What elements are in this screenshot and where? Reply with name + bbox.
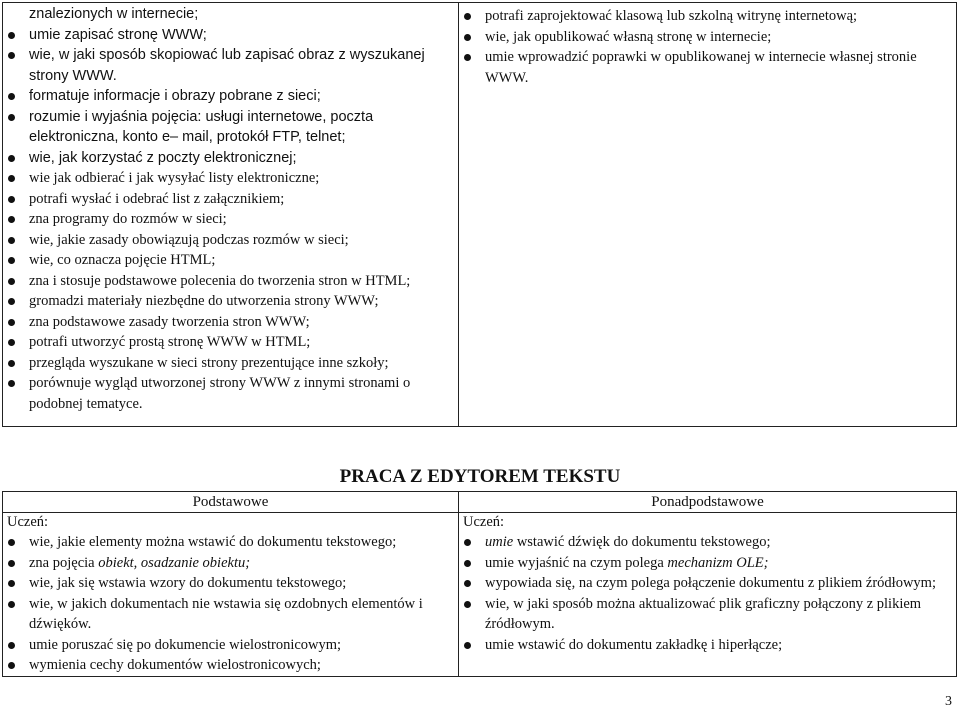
list-item: wie, w jaki sposób skopiować lub zapisać obraz z wyszukanej strony WWW. bbox=[3, 45, 458, 86]
list-item: porównuje wygląd utworzonej strony WWW z innymi stronami o podobnej tematyce. bbox=[3, 373, 458, 414]
col-header-podstawowe: Podstawowe bbox=[3, 492, 459, 513]
item-text: wie, w jaki sposób można aktualizować plik graficzny połączony z plikiem źródłowym. bbox=[485, 595, 922, 632]
item-text: wie, w jakich dokumentach nie wstawia się ozdobnych elementów i dźwięków. bbox=[29, 595, 423, 632]
item-text: wstawić dźwięk do dokumentu tekstowego; bbox=[513, 534, 771, 550]
list-item: zna programy do rozmów w sieci; bbox=[3, 209, 458, 230]
list-item bbox=[3, 655, 458, 676]
item-text: umie wstawić do dokumentu zakładkę i hiperłącze; bbox=[485, 636, 783, 653]
list-item bbox=[3, 635, 458, 656]
page-number: 3 bbox=[945, 694, 952, 709]
top-left-list bbox=[3, 4, 458, 414]
item-text: wie, jakie elementy można wstawić do dokumentu tekstowego; bbox=[29, 534, 397, 550]
list-item: wie, jak opublikować własną stronę w internecie; bbox=[459, 27, 956, 48]
list-item: formatuje informacje i obrazy pobrane z sieci; bbox=[3, 86, 458, 107]
list-item: wie, jakie zasady obowiązują podczas rozmów w sieci; bbox=[3, 230, 458, 251]
list-item bbox=[459, 553, 956, 574]
uczen-label: Uczeń: bbox=[7, 514, 49, 530]
list-item: znalezionych w internecie; bbox=[29, 6, 199, 22]
item-text: wypowiada się, na czym polega połączenie dokumentu z plikiem źródłowym; bbox=[485, 575, 936, 591]
list-item: wie jak odbierać i jak wysyłać listy elektroniczne; bbox=[3, 168, 458, 189]
italic-term: mechanizm OLE; bbox=[667, 554, 769, 571]
list-item: rozumie i wyjaśnia pojęcia: usługi internetowe, poczta elektroniczna, konto e– mail, protokół FTP, telnet; bbox=[3, 107, 458, 148]
item-text: umie poruszać się po dokumencie wielostronicowym; bbox=[29, 636, 342, 653]
bottom-criteria-table bbox=[2, 491, 957, 677]
list-item: przegląda wyszukane w sieci strony prezentujące inne szkoły; bbox=[3, 353, 458, 374]
top-right-list bbox=[459, 6, 956, 88]
italic-term: obiekt, osadzanie obiektu; bbox=[98, 554, 251, 571]
bottom-left-list bbox=[3, 532, 458, 676]
col-header-ponadpodstawowe: Ponadpodstawowe bbox=[459, 492, 957, 513]
item-text: wie, jak się wstawia wzory do dokumentu tekstowego; bbox=[29, 575, 347, 591]
italic-term: umie bbox=[485, 534, 514, 550]
list-item bbox=[459, 532, 956, 553]
list-item bbox=[459, 594, 956, 635]
list-item: wie, co oznacza pojęcie HTML; bbox=[3, 250, 458, 271]
top-left-cell bbox=[3, 3, 459, 427]
top-right-cell bbox=[459, 3, 957, 427]
list-item: zna i stosuje podstawowe polecenia do tworzenia stron w HTML; bbox=[3, 271, 458, 292]
list-item bbox=[3, 553, 458, 574]
uczen-label: Uczeń: bbox=[463, 514, 505, 530]
bottom-right-list bbox=[459, 532, 956, 655]
bottom-right-cell bbox=[459, 513, 957, 677]
list-item: umie zapisać stronę WWW; bbox=[3, 25, 458, 46]
list-item bbox=[459, 573, 956, 594]
item-text: zna pojęcia bbox=[29, 554, 99, 571]
list-item: potrafi wysłać i odebrać list z załącznikiem; bbox=[3, 189, 458, 210]
section-title: PRACA Z EDYTOREM TEKSTU bbox=[339, 466, 621, 487]
list-item: wie, jak korzystać z poczty elektronicznej; bbox=[3, 148, 458, 169]
item-text: wymienia cechy dokumentów wielostronicowych; bbox=[29, 657, 321, 673]
list-item: potrafi utworzyć prostą stronę WWW w HTML; bbox=[3, 332, 458, 353]
list-item: gromadzi materiały niezbędne do utworzenia strony WWW; bbox=[3, 291, 458, 312]
list-item: potrafi zaprojektować klasową lub szkolną witrynę internetową; bbox=[459, 6, 956, 27]
bottom-left-cell bbox=[3, 513, 459, 677]
top-criteria-table bbox=[2, 2, 957, 427]
list-item: zna podstawowe zasady tworzenia stron WWW; bbox=[3, 312, 458, 333]
list-item bbox=[459, 635, 956, 656]
list-item: umie wprowadzić poprawki w opublikowanej w internecie własnej stronie WWW. bbox=[459, 47, 956, 88]
item-text: umie wyjaśnić na czym polega bbox=[485, 554, 668, 571]
list-item bbox=[3, 573, 458, 594]
list-item bbox=[3, 594, 458, 635]
list-item bbox=[3, 532, 458, 553]
